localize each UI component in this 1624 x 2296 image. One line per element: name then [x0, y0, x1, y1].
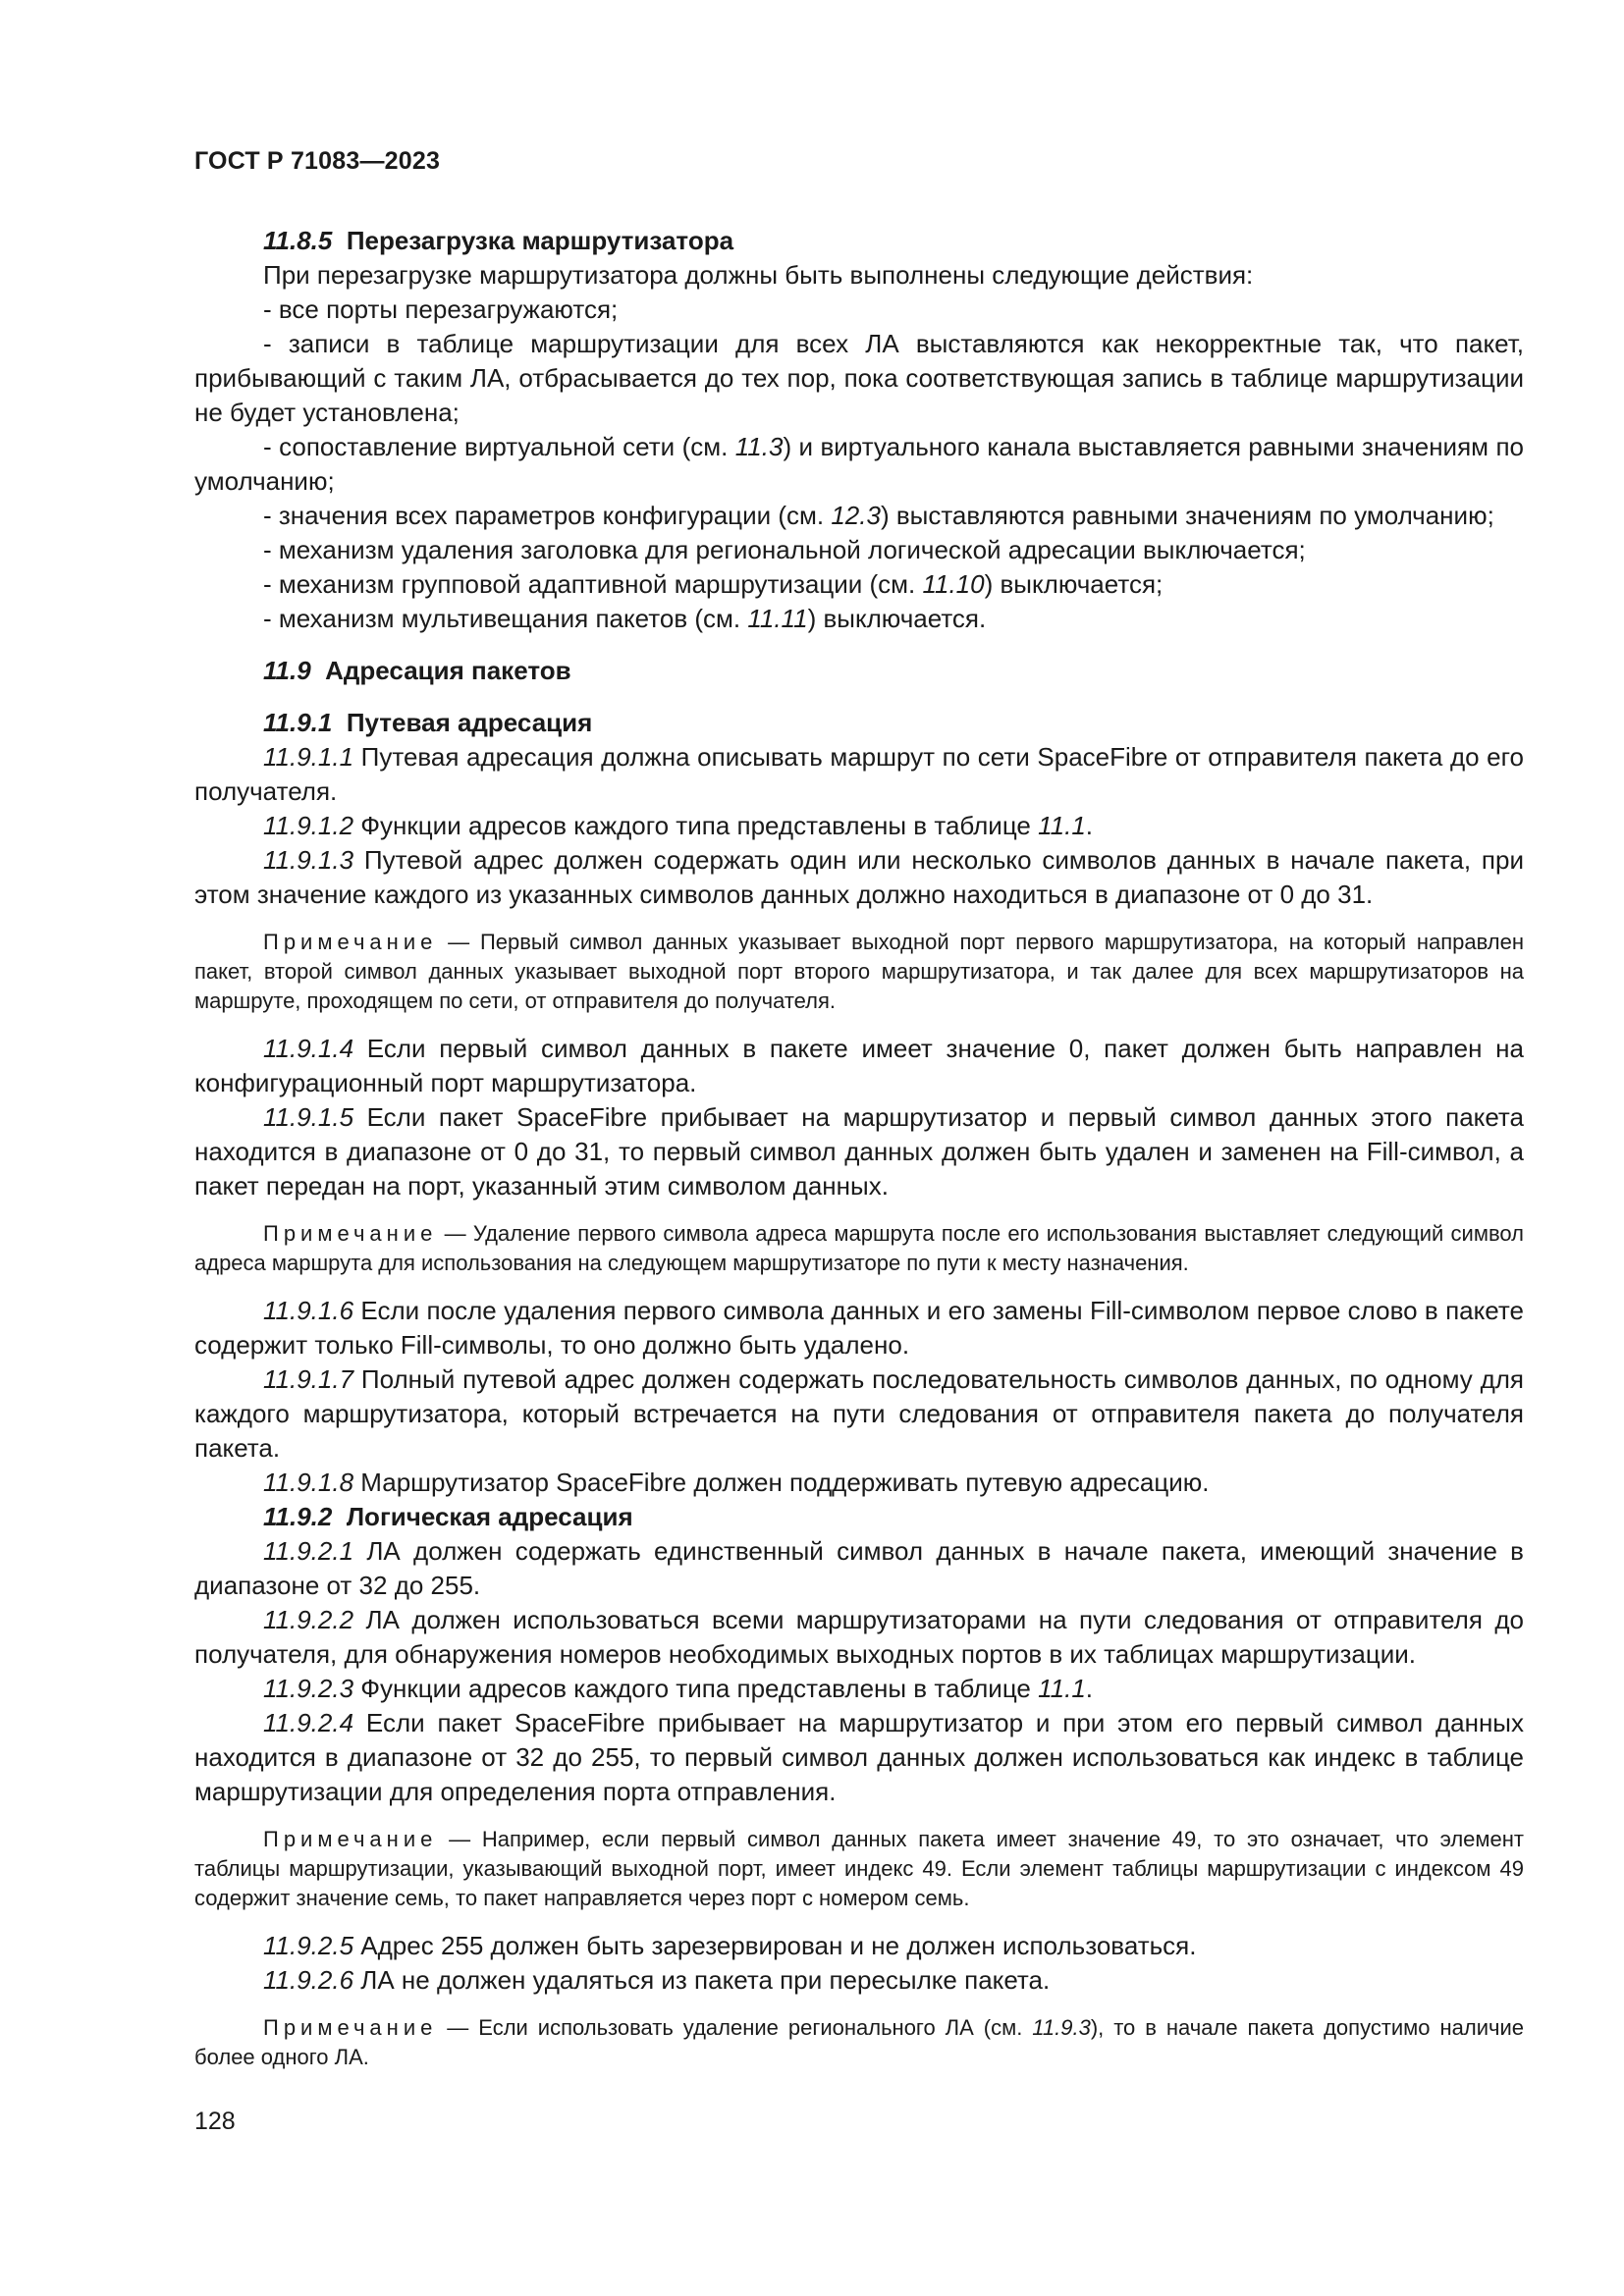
clause-number: 11.9.1.5 — [263, 1102, 354, 1132]
cross-reference: 11.1 — [1038, 811, 1086, 840]
clause-paragraph: 11.9.1.8 Маршрутизатор SpaceFibre должен поддерживать путевую адресацию. — [263, 1468, 1210, 1497]
note: Примечание — Первый символ данных указывает выходной порт первого маршрутизатора, на который направлен пакет, второй символ данных указывает выходной порт второго маршрутизатора, и так далее для всех маршрутизаторов на маршруте, проходящем по сети, от отправителя до получателя. — [194, 930, 1524, 1013]
cross-reference: 11.1 — [1038, 1674, 1086, 1703]
note-label: Примечание — [263, 1221, 438, 1246]
page-content — [194, 224, 1524, 2088]
clause-paragraph: 11.9.1.7 Полный путевой адрес должен содержать последовательность символов данных, по одному для каждого маршрутизатора, который встречается на пути следования от отправителя пакета до получателя пакета. — [194, 1364, 1525, 1463]
clause-paragraph: 11.9.1.3 Путевой адрес должен содержать один или несколько символов данных в начале пакета, при этом значение каждого из указанных символов данных должно находиться в диапазоне от 0 до 31. — [194, 845, 1524, 909]
clause-paragraph: 11.9.1.5 Если пакет SpaceFibre прибывает на маршрутизатор и первый символ данных этого пакета находится в диапазоне от 0 до 31, то первый символ данных должен быть удален и заменен на Fill-символ, а пакет передан на порт, указанный этим символом данных. — [194, 1102, 1525, 1201]
clause-number: 11.9.1.6 — [263, 1296, 354, 1325]
section-number: 11.9 — [263, 656, 311, 685]
note-label: Примечание — [263, 2015, 438, 2040]
note-label: Примечание — [263, 1827, 438, 1851]
clause-paragraph: 11.9.2.3 Функции адресов каждого типа представлены в таблице 11.1. — [263, 1674, 1094, 1703]
list-item: - все порты перезагружаются; — [263, 294, 619, 324]
list-item: - значения всех параметров конфигурации (см. 12.3) выставляются равными значениям по умолчанию; — [263, 501, 1494, 530]
document-code: ГОСТ Р 71083—2023 — [194, 147, 441, 175]
clause-number: 11.9.1.3 — [263, 845, 354, 875]
section-number: 11.9.1 — [263, 708, 333, 737]
section-heading-11-9-2 — [263, 1500, 1524, 1534]
section-number: 11.9.2 — [263, 1502, 333, 1531]
section-heading-11-8-5 — [263, 224, 1524, 258]
clause-number: 11.9.1.2 — [263, 811, 354, 840]
clause-number: 11.9.2.2 — [263, 1605, 354, 1634]
section-title: Путевая адресация — [346, 708, 593, 737]
list-item: - механизм удаления заголовка для региональной логической адресации выключается; — [263, 535, 1306, 564]
list-item: - механизм мультивещания пакетов (см. 11.11) выключается. — [263, 604, 987, 633]
note: Примечание — Удаление первого символа адреса маршрута после его использования выставляет следующий символ адреса маршрута для использования на следующем маршрутизаторе по пути к месту назначения. — [194, 1221, 1524, 1275]
section-heading-11-9 — [263, 654, 1524, 688]
clause-number: 11.9.1.8 — [263, 1468, 354, 1497]
clause-number: 11.9.2.3 — [263, 1674, 354, 1703]
clause-paragraph: 11.9.1.2 Функции адресов каждого типа представлены в таблице 11.1. — [263, 811, 1094, 840]
cross-reference: 11.10 — [922, 569, 985, 599]
clause-number: 11.9.1.4 — [263, 1034, 354, 1063]
section-title: Адресация пакетов — [325, 656, 571, 685]
section-title: Логическая адресация — [346, 1502, 633, 1531]
page-number: 128 — [194, 2108, 236, 2135]
clause-number: 11.9.2.4 — [263, 1708, 354, 1737]
clause-paragraph: 11.9.2.5 Адрес 255 должен быть зарезервирован и не должен использоваться. — [263, 1931, 1197, 1960]
clause-number: 11.9.2.6 — [263, 1965, 354, 1995]
cross-reference: 12.3 — [831, 501, 881, 530]
clause-paragraph: 11.9.2.6 ЛА не должен удаляться из пакета при пересылке пакета. — [263, 1965, 1051, 1995]
list-item: - записи в таблице маршрутизации для всех ЛА выставляются как некорректные так, что пакет, прибывающий с таким ЛА, отбрасывается до тех пор, пока соответствующая запись в таблице маршрутизации не будет установлена; — [194, 329, 1524, 427]
clause-number: 11.9.1.1 — [263, 742, 354, 772]
clause-paragraph: 11.9.1.1 Путевая адресация должна описывать маршрут по сети SpaceFibre от отправителя пакета до его получателя. — [194, 742, 1524, 806]
section-title: Перезагрузка маршрутизатора — [346, 226, 734, 255]
cross-reference: 11.9.3 — [1032, 2015, 1091, 2040]
clause-paragraph: 11.9.1.6 Если после удаления первого символа данных и его замены Fill-символом первое слово в пакете содержит только Fill-символы, то оно должно быть удалено. — [194, 1296, 1524, 1360]
clause-paragraph: 11.9.2.2 ЛА должен использоваться всеми маршрутизаторами на пути следования от отправителя до получателя, для обнаружения номеров необходимых выходных портов в их таблицах маршрутизации. — [194, 1605, 1524, 1669]
clause-number: 11.9.2.1 — [263, 1536, 354, 1566]
clause-number: 11.9.1.7 — [263, 1364, 354, 1394]
clause-paragraph: 11.9.2.1 ЛА должен содержать единственный символ данных в начале пакета, имеющий значение в диапазоне от 32 до 255. — [194, 1536, 1524, 1600]
cross-reference: 11.11 — [747, 604, 808, 633]
list-item: - сопоставление виртуальной сети (см. 11.3) и виртуального канала выставляется равными значениям по умолчанию; — [194, 432, 1524, 496]
note: Примечание — Например, если первый символ данных пакета имеет значение 49, то это означает, что элемент таблицы маршрутизации, указывающий выходной порт, имеет индекс 49. Если элемент таблицы маршрутизации с индексом 49 содержит значение семь, то пакет направляется через порт с номером семь. — [194, 1827, 1524, 1910]
section-heading-11-9-1 — [263, 706, 1524, 740]
paragraph: При перезагрузке маршрутизатора должны быть выполнены следующие действия: — [263, 260, 1254, 290]
clause-number: 11.9.2.5 — [263, 1931, 354, 1960]
note: Примечание — Если использовать удаление регионального ЛА (см. 11.9.3), то в начале пакета допустимо наличие более одного ЛА. — [194, 2015, 1525, 2069]
note-label: Примечание — [263, 930, 438, 954]
clause-paragraph: 11.9.1.4 Если первый символ данных в пакете имеет значение 0, пакет должен быть направлен на конфигурационный порт маршрутизатора. — [194, 1034, 1525, 1097]
list-item: - механизм групповой адаптивной маршрутизации (см. 11.10) выключается; — [263, 569, 1164, 599]
cross-reference: 11.3 — [734, 432, 784, 461]
clause-paragraph: 11.9.2.4 Если пакет SpaceFibre прибывает на маршрутизатор и при этом его первый символ данных находится в диапазоне от 32 до 255, то первый символ данных должен использоваться как индекс в таблице маршрутизации для определения порта отправления. — [194, 1708, 1524, 1806]
section-number: 11.8.5 — [263, 226, 333, 255]
